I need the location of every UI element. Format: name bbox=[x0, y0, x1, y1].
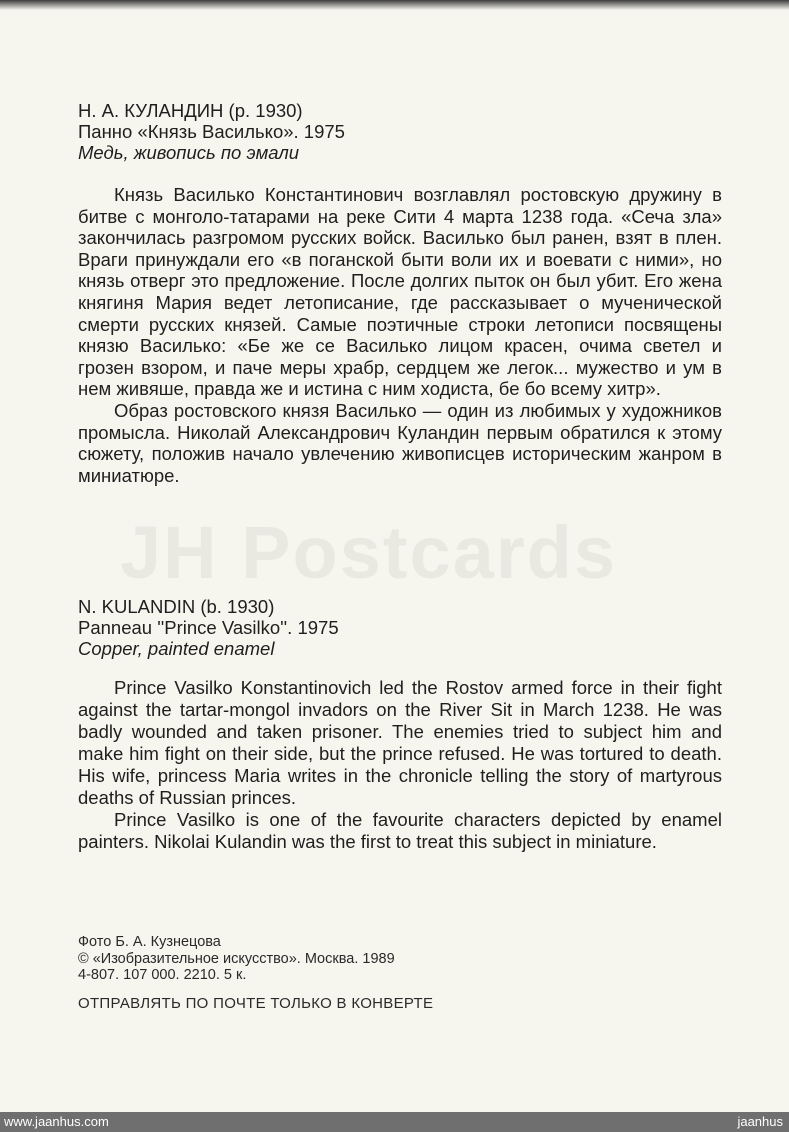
print-code: 4-807. 107 000. 2210. 5 к. bbox=[78, 967, 247, 983]
en-header bbox=[78, 596, 722, 659]
ru-paragraph: Образ ростовского князя Василько — один из любимых у художников промысла. Николай Александрович Куландин первым обратился к этому сюжету, положив начало увлечению живописцев историческим жанром в миниатюре. bbox=[78, 399, 722, 486]
publisher-credit: © «Изобразительное искусство». Москва. 1989 bbox=[78, 950, 395, 967]
en-medium: Copper, painted enamel bbox=[78, 638, 275, 659]
footer-bar bbox=[0, 1112, 789, 1132]
footer-brand: jaanhus bbox=[737, 1114, 783, 1129]
footer-site[interactable]: www.jaanhus.com bbox=[4, 1114, 109, 1129]
credits bbox=[78, 934, 722, 984]
ru-paragraph: Князь Василько Константинович возглавлял ростовскую дружину в битве с монголо-татарами на реке Сити 4 марта 1238 года. «Сеча зла» закончилась разгромом русских войск. Василько был ранен, взят в плен. Враги принуждали его «в поганской быти воли их и воевати с ними», но князь отверг это предложение. После долгих пыток он был убит. Его жена княгиня Мария ведет летописание, где рассказывает о мученической смерти русских князей. Самые поэтичные строки летописи посвящены князю Василько: «Бе же се Василько лицом красен, очима светел и грозен взором, и паче меры храбр, сердцем же легок... мужество и ум в нем живяше, правда же и истина с ним ходиста, бе бо всему хитр». bbox=[78, 184, 722, 400]
ru-medium: Медь, живопись по эмали bbox=[78, 142, 300, 163]
photo-credit: Фото Б. А. Кузнецова bbox=[78, 934, 221, 950]
en-paragraph: Prince Vasilko is one of the favourite characters depicted by enamel painters. Nikolai Kulandin was the first to treat this subject in miniature. bbox=[78, 809, 722, 852]
en-author: N. KULANDIN (b. 1930) bbox=[78, 596, 275, 617]
watermark: JH Postcards bbox=[120, 511, 617, 594]
en-title: Panneau ''Prince Vasilko''. 1975 bbox=[78, 617, 339, 638]
en-paragraph: Prince Vasilko Konstantinovich led the Rostov armed force in their fight against the tartar-mongol invadors on the River Sit in March 1238. He was badly wounded and taken prisoner. The enemies tried to subject him and make him fight on their side, but the prince refused. He was tortured to death. His wife, princess Maria writes in the chronicle telling the story of martyrous deaths of Russian princes. bbox=[78, 677, 722, 808]
en-description bbox=[78, 677, 722, 853]
mailing-notice: ОТПРАВЛЯТЬ ПО ПОЧТЕ ТОЛЬКО В КОНВЕРТЕ bbox=[78, 995, 434, 1012]
ru-title: Панно «Князь Василько». 1975 bbox=[78, 121, 345, 142]
ru-header bbox=[78, 100, 722, 163]
ru-author: Н. А. КУЛАНДИН (р. 1930) bbox=[78, 100, 303, 121]
ru-description bbox=[78, 184, 722, 486]
